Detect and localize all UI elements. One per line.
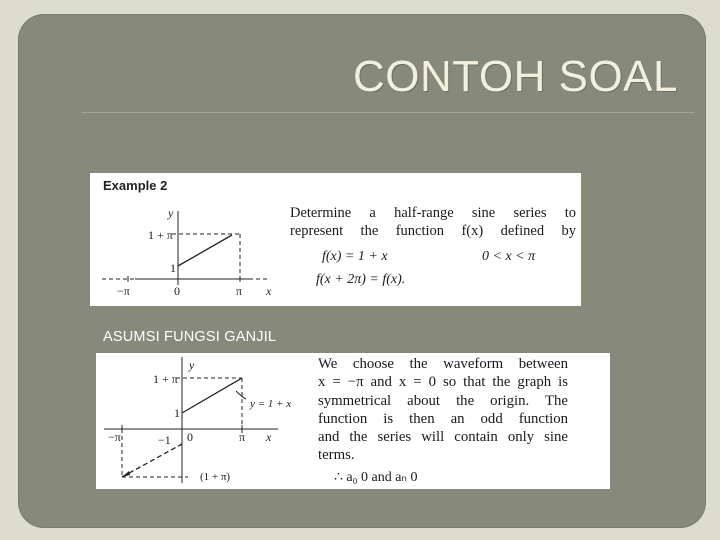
example-heading: Example 2 [103,178,168,193]
caption-odd-function: ASUMSI FUNGSI GANJIL [103,329,277,345]
y-axis-label: y [168,206,174,220]
solution-line-5: and the series will contain only sine [318,429,568,446]
function-line-negative [122,444,182,477]
solution-text [318,355,568,465]
line-label: y = 1 + x [250,398,292,410]
tick-one: 1 [174,406,180,420]
tick-zero: 0 [174,284,180,298]
solution-line-3: symmetrical about the origin. The [318,392,568,409]
solution-line-1: We choose the waveform between [318,356,568,372]
solution-line-4: function is then an odd function [318,410,568,427]
equation-2: f(x + 2π) = f(x). [316,272,406,287]
tick-pi: π [236,284,243,298]
equation-1-range: 0 < x < π [482,249,536,264]
solution-conclusion: ∴ a₀ 0 and aₙ 0 [334,470,418,485]
solution-line-2: x = −π and x = 0 so that the graph is [318,374,568,391]
tick-one: 1 [170,261,176,275]
tick-neg-one: −1 [158,433,171,447]
example-line-1: Determine a half-range sine series to [290,205,576,221]
tick-top: 1 + π [153,372,178,386]
tick-bottom: (1 + π) [200,471,231,483]
example-line-2: represent the function f(x) defined by [290,223,576,239]
example-panel [90,173,581,306]
solution-graph [96,353,318,489]
function-line [178,235,232,266]
x-axis-label: x [266,284,272,298]
equation-1: f(x) = 1 + x [322,249,388,264]
tick-neg-pi: −π [108,430,121,444]
solution-panel [96,353,610,489]
example-text [290,204,576,240]
tick-pi: π [239,430,246,444]
x-axis-label: x [266,430,272,444]
tick-zero: 0 [187,430,193,444]
solution-line-6: terms. [318,447,355,464]
title-divider [82,112,694,113]
tick-neg-pi: −π [117,284,130,298]
tick-top: 1 + π [148,228,173,242]
y-axis-label: y [189,358,195,372]
example-graph [90,173,290,306]
function-line-positive [182,378,242,413]
slide-title: CONTOH SOAL [353,52,678,101]
